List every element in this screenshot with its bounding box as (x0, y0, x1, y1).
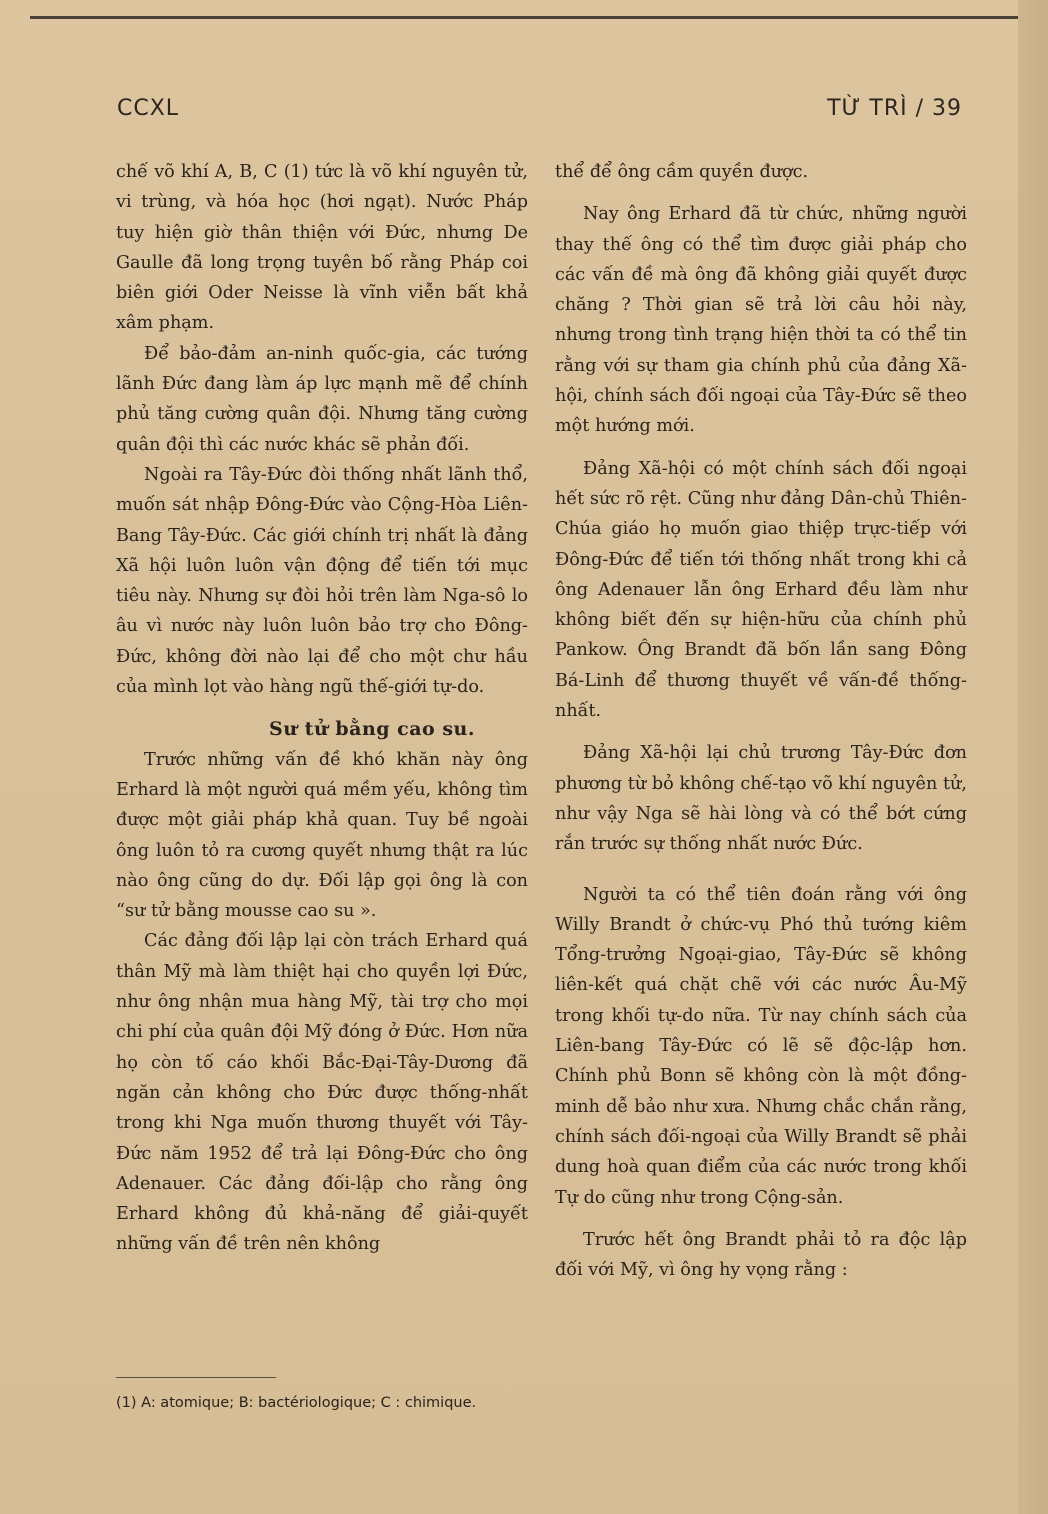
right-paragraph-2: Nay ông Erhard đã từ chức, những người thay thế ông có thể tìm được giải pháp cho các vấn đề mà ông đã không giải quyết được chăng ? Thời gian sẽ trả lời câu hỏi này, nhưng trong tình trạng hiện thời ta có thể tin rằng với sự tham gia chính phủ của đảng Xã-hội, chính sách đối ngoại của Tây-Đức sẽ theo một hướng mới. (555, 204, 967, 437)
footnote-rule (116, 1377, 276, 1378)
left-column (116, 157, 528, 1260)
left-paragraph-5: Các đảng đối lập lại còn trách Erhard quá thân Mỹ mà làm thiệt hại cho quyền lợi Đức, như ông nhận mua hàng Mỹ, tài trợ cho mọi chi phí của quân đội Mỹ đóng ở Đức. Hơn nữa họ còn tố cáo khối Bắc-Đại-Tây-Dương đã ngăn cản không cho Đức được thống-nhất trong khi Nga muốn thương thuyết với Tây-Đức năm 1952 để trả lại Đông-Đức cho ông Adenauer. Các đảng đối-lập cho rằng ông Erhard không đủ khả-năng để giải-quyết những vấn đề trên nên không (116, 931, 528, 1255)
right-paragraph-3: Đảng Xã-hội có một chính sách đối ngoại hết sức rõ rệt. Cũng như đảng Dân-chủ Thiên-Chúa giáo họ muốn giao thiệp trực-tiếp với Đông-Đức để tiến tới thống nhất trong khi cả ông Adenauer lẫn ông Erhard đều làm như không biết đến sự hiện-hữu của chính phủ Pankow. Ông Brandt đã bốn lần sang Đông Bá-Linh để thương thuyết về vấn-đề thống-nhất. (555, 458, 967, 722)
footnote: (1) A: atomique; B: bactériologique; C : chimique. (116, 1395, 477, 1411)
right-paragraph-6: Trước hết ông Brandt phải tỏ ra độc lập đối với Mỹ, vì ông hy vọng rằng : (555, 1229, 967, 1281)
section-title: Sư tử bằng cao su. (269, 718, 475, 741)
left-paragraph-2: Để bảo-đảm an-ninh quốc-gia, các tướng lãnh Đức đang làm áp lực mạnh mẽ để chính phủ tăng cường quân đội. Nhưng tăng cường quân đội thì các nước khác sẽ phản đối. (116, 343, 528, 455)
running-head-right: TỪ TRÌ / 39 (827, 96, 962, 121)
page-edge (1018, 0, 1048, 1514)
top-rule (30, 16, 1025, 19)
left-paragraph-1: chế võ khí A, B, C (1) tức là võ khí nguyên tử, vi trùng, và hóa học (hơi ngạt). Nước Pháp tuy hiện giờ thân thiện với Đức, nhưng De Gaulle đã long trọng tuyên bố rằng Pháp coi biên giới Oder Neisse là vĩnh viễn bất khả xâm phạm. (116, 162, 528, 334)
right-paragraph-5: Người ta có thể tiên đoán rằng với ông Willy Brandt ở chức-vụ Phó thủ tướng kiêm Tổng-trưởng Ngoại-giao, Tây-Đức sẽ không liên-kết quá chặt chẽ với các nước Âu-Mỹ trong khối tự-do nữa. Từ nay chính sách của Liên-bang Tây-Đức có lẽ sẽ độc-lập hơn. Chính phủ Bonn sẽ không còn là một đồng-minh dễ bảo như xưa. Nhưng chắc chắn rằng, chính sách đối-ngoại của Willy Brandt sẽ phải dung hoà quan điểm của các nước trong khối Tự do cũng như trong Cộng-sản. (555, 884, 967, 1208)
running-head-left: CCXL (117, 96, 180, 121)
left-paragraph-3: Ngoài ra Tây-Đức đòi thống nhất lãnh thổ, muốn sát nhập Đông-Đức vào Cộng-Hòa Liên-Bang Tây-Đức. Các giới chính trị nhất là đảng Xã hội luôn luôn vận động để tiến tới mục tiêu này. Nhưng sự đòi hỏi trên làm Nga-sô lo âu vì nước này luôn luôn bảo trợ cho Đông-Đức, không đời nào lại để cho một chư hầu của mình lọt vào hàng ngũ thế-giới tự-do. (116, 464, 528, 698)
right-paragraph-4: Đảng Xã-hội lại chủ trương Tây-Đức đơn phương từ bỏ không chế-tạo võ khí nguyên tử, như vậy Nga sẽ hài lòng và có thể bớt cứng rắn trước sự thống nhất nước Đức. (555, 743, 967, 855)
right-paragraph-1: thể để ông cầm quyền được. (555, 162, 809, 182)
left-paragraph-4: Trước những vấn đề khó khăn này ông Erhard là một người quá mềm yếu, không tìm được một giải pháp khả quan. Tuy bề ngoài ông luôn tỏ ra cương quyết nhưng thật ra lúc nào ông cũng do dự. Đối lập gọi ông là con “sư tử bằng mousse cao su ». (116, 749, 528, 922)
right-column (555, 157, 967, 1285)
